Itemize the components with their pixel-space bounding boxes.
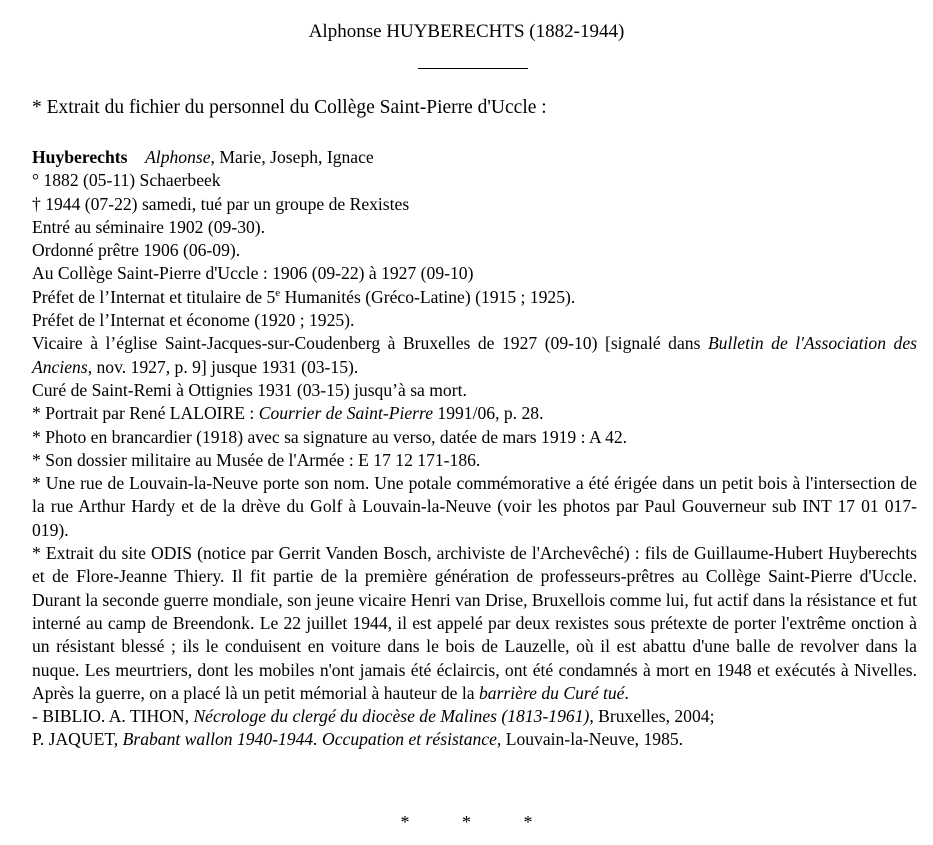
street-entry: * Une rue de Louvain-la-Neuve porte son nom. Une potale commémorative a été érigée dans un petit bois à l'intersection de la rue Arthur Hardy et de la drève du Golf à Louvain-la-Neuve (voir les photos par Paul Gouverneur sub INT 17 01 017-019).: [32, 473, 917, 540]
military-line: * Son dossier militaire au Musée de l'Armée : E 17 12 171-186.: [32, 449, 481, 470]
prefect-line-1: [32, 286, 917, 309]
vicar-entry: [32, 332, 917, 379]
name-line: [32, 146, 917, 169]
surname: Huyberechts: [32, 147, 128, 167]
bulletin-title: Bulletin de l'Association des Anciens: [32, 333, 917, 377]
prefect-text-a: Préfet de l’Internat et titulaire de 5: [32, 286, 276, 307]
biblio1-text-a: - BIBLIO. A. TIHON,: [32, 706, 194, 727]
odis-entry: [32, 542, 917, 705]
necrologe-title: Nécrologe du clergé du diocèse de Malines (1813-1961): [193, 706, 590, 727]
cure-line: Curé de Saint-Remi à Ottignies 1931 (03-15) jusqu’à sa mort.: [32, 379, 467, 400]
seminary-line: Entré au séminaire 1902 (09-30).: [32, 216, 266, 237]
portrait-text-a: * Portrait par René LALOIRE :: [32, 403, 259, 424]
ordination-line: Ordonné prêtre 1906 (06-09).: [32, 240, 241, 261]
prefect-line-2: Préfet de l’Internat et économe (1920 ; 1925).: [32, 310, 355, 331]
memorial-name: barrière du Curé tué: [478, 682, 625, 703]
firstname: Alphonse: [145, 147, 211, 167]
biblio2-text-b: , Louvain-la-Neuve, 1985.: [496, 729, 684, 750]
biblio1-text-b: , Bruxelles, 2004;: [589, 706, 715, 727]
ordinal-superscript: e: [275, 286, 281, 299]
death-line: † 1944 (07-22) samedi, tué par un groupe de Rexistes: [32, 193, 410, 214]
portrait-line: [32, 402, 917, 425]
brabant-title: Brabant wallon 1940-1944. Occupation et résistance: [122, 729, 497, 750]
photo-line: * Photo en brancardier (1918) avec sa signature au verso, datée de mars 1919 : A 42.: [32, 426, 628, 447]
college-line: Au Collège Saint-Pierre d'Uccle : 1906 (09-22) à 1927 (09-10): [32, 263, 474, 284]
biblio2-text-a: P. JAQUET,: [32, 729, 123, 750]
biblio-line-2: [32, 728, 917, 751]
birth-line: ° 1882 (05-11) Schaerbeek: [32, 170, 221, 191]
vicar-text-a: Vicaire à l’église Saint-Jacques-sur-Coudenberg à Bruxelles de 1927 (09-10) [signalé dans: [32, 333, 708, 354]
page-title: Alphonse HUYBERECHTS (1882-1944): [308, 21, 625, 42]
personnel-record: [32, 146, 917, 752]
intro-heading: * Extrait du fichier du personnel du Collège Saint-Pierre d'Uccle :: [32, 97, 547, 118]
prefect-text-b: Humanités (Gréco-Latine) (1915 ; 1925).: [280, 286, 576, 307]
portrait-text-b: 1991/06, p. 28.: [433, 403, 544, 424]
title-underline: [418, 68, 528, 69]
odis-text-a: * Extrait du site ODIS (notice par Gerrit Vanden Bosch, archiviste de l'Archevêché) : fils de Guillaume-Hubert Huyberechts et de Flore-Jeanne Thiery. Il fit partie de la première génération de professeurs-prêtres au Collège Saint-Pierre d'Uccle. Durant la seconde guerre mondiale, son jeune vicaire Henri van Drise, Bruxellois comme lui, fut actif dans la résistance et fut interné au camp de Breendonk. Le 22 juillet 1944, il est appelé par deux rexistes sous prétexte de porter l'extrême onction à un résistant blessé ; ils le conduisent en voiture dans le bois de Lauzelle, où il est abattu d'une balle de revolver dans la nuque. Les meurtriers, dont les mobiles n'ont jamais été éclaircis, ont été condamnés à mort en 1948 et exécutés à Nivelles. Après la guerre, on a placé là un petit mémorial à hauteur de la: [32, 543, 917, 703]
other-names: , Marie, Joseph, Ignace: [210, 147, 374, 167]
vicar-text-b: , nov. 1927, p. 9] jusque 1931 (03-15).: [87, 356, 359, 377]
biblio-line-1: [32, 705, 917, 728]
section-separator-stars: * * *: [400, 812, 533, 832]
courrier-title: Courrier de Saint-Pierre: [258, 403, 434, 424]
odis-text-b: .: [624, 682, 629, 703]
